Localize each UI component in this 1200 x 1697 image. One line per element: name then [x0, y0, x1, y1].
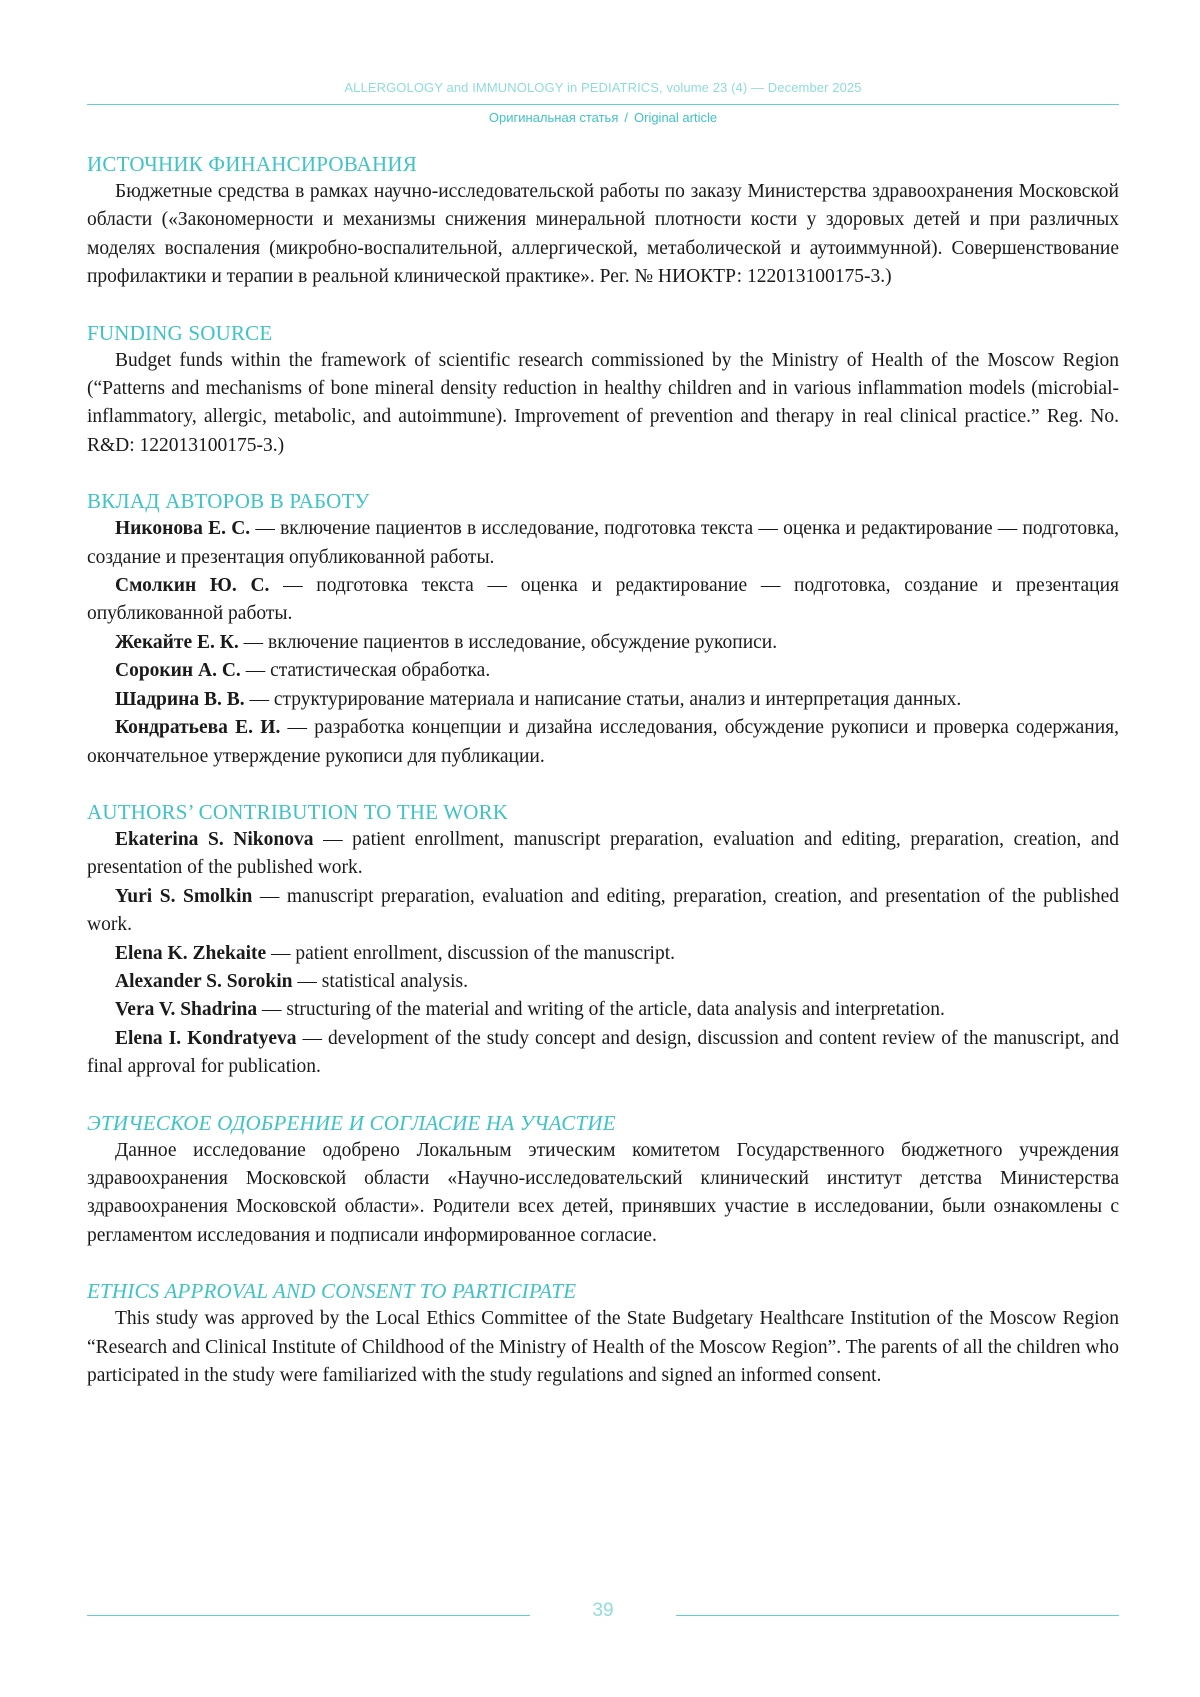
contribution-text: — включение пациентов в исследование, подготовка текста — оценка и редактирование — подготовка, создание и презентация опубликованной работы.	[87, 518, 1119, 568]
section-funding-en	[87, 319, 1119, 461]
author-name: Elena I. Kondratyeva	[115, 1027, 297, 1049]
contribution-text: — включение пациентов в исследование, обсуждение рукописи.	[238, 631, 778, 653]
header-divider	[87, 104, 1119, 105]
section-paragraph: Данное исследование одобрено Локальным этическим комитетом Государственного бюджетного учреждения здравоохранения Московской области «Научно-исследовательский клинический институт детства Министерства здравоохранения Московской области». Родители всех детей, принявших участие в исследовании, были ознакомлены с регламентом исследования и подписали информированное согласие.	[87, 1139, 1119, 1246]
section-paragraph: This study was approved by the Local Ethics Committee of the State Budgetary Healthcare Institution of the Moscow Region “Research and Clinical Institute of Childhood of the Ministry of Health of the Moscow Region”. The parents of all the children who participated in the study were familiarized with the study regulations and signed an informed consent.	[87, 1308, 1119, 1386]
footer-divider-right	[676, 1615, 1119, 1616]
section-heading: ВКЛАД АВТОРОВ В РАБОТУ	[87, 489, 370, 514]
article-type-en: Original article	[634, 110, 718, 125]
article-body	[87, 150, 1119, 1417]
contribution-item	[87, 826, 1119, 883]
contribution-item	[87, 629, 1119, 657]
contribution-item	[87, 968, 1119, 996]
author-name: Сорокин А. С.	[115, 660, 241, 682]
contribution-text: — статистическая обработка.	[240, 660, 491, 682]
contribution-text: — структурирование материала и написание статьи, анализ и интерпретация данных.	[244, 688, 962, 710]
section-heading: AUTHORS’ CONTRIBUTION TO THE WORK	[87, 799, 509, 824]
contribution-item	[87, 515, 1119, 572]
author-name: Elena K. Zhekaite	[115, 942, 267, 964]
article-type-separator: /	[624, 110, 628, 125]
running-head: ALLERGOLOGY and IMMUNOLOGY in PEDIATRICS, volume 23 (4) — December 2025	[344, 80, 862, 95]
section-heading: ИСТОЧНИК ФИНАНСИРОВАНИЯ	[87, 152, 417, 176]
contribution-text: — development of the study concept and design, discussion and content review of the manuscript, and final approval for publication.	[87, 1027, 1119, 1078]
page-number: 39	[592, 1600, 614, 1621]
section-heading: FUNDING SOURCE	[87, 320, 273, 345]
contribution-text: — structuring of the material and writing of the article, data analysis and interpretation.	[257, 999, 945, 1021]
contribution-item	[87, 1025, 1119, 1082]
article-type-ru: Оригинальная статья	[488, 110, 619, 125]
contribution-text: — manuscript preparation, evaluation and editing, preparation, creation, and presentation of the published work.	[87, 885, 1119, 936]
author-name: Смолкин Ю. С.	[115, 575, 270, 597]
author-name: Кондратьева Е. И.	[115, 717, 281, 739]
section-contributions-ru	[87, 487, 1119, 771]
contribution-text: — подготовка текста — оценка и редактирование — подготовка, создание и презентация опубликованной работы.	[87, 575, 1119, 625]
contribution-text: — разработка концепции и дизайна исследования, обсуждение рукописи и проверка содержания, окончательное утверждение рукописи для публикации.	[87, 717, 1119, 767]
section-heading: ЭТИЧЕСКОЕ ОДОБРЕНИЕ И СОГЛАСИЕ НА УЧАСТИЕ	[87, 1110, 616, 1135]
contribution-item	[87, 883, 1119, 940]
section-ethics-en	[87, 1277, 1119, 1390]
contribution-item	[87, 657, 1119, 685]
contribution-item	[87, 686, 1119, 714]
section-contributions-en	[87, 798, 1119, 1082]
author-name: Alexander S. Sorokin	[115, 970, 293, 992]
article-type	[87, 110, 1119, 125]
contribution-item	[87, 714, 1119, 771]
section-funding-ru	[87, 150, 1119, 292]
contribution-text: — patient enrollment, discussion of the manuscript.	[266, 942, 676, 964]
author-name: Vera V. Shadrina	[115, 999, 258, 1021]
contribution-item	[87, 996, 1119, 1024]
contribution-item	[87, 940, 1119, 968]
contribution-text: — statistical analysis.	[292, 970, 469, 992]
author-name: Никонова Е. С.	[115, 518, 251, 540]
section-ethics-ru	[87, 1109, 1119, 1251]
contribution-item	[87, 572, 1119, 629]
author-name: Жекайте Е. К.	[115, 631, 239, 653]
section-paragraph: Budget funds within the framework of scientific research commissioned by the Ministry of Health of the Moscow Region (“Patterns and mechanisms of bone mineral density reduction in healthy children and in various inflammation models (microbial-inflammatory, allergic, metabolic, and autoimmune). Improvement of prevention and therapy in real clinical practice.” Reg. No. R&D: 122013100175-3.)	[87, 349, 1119, 456]
author-name: Yuri S. Smolkin	[115, 885, 253, 907]
section-heading: ETHICS APPROVAL AND CONSENT TO PARTICIPATE	[87, 1279, 577, 1304]
author-name: Шадрина В. В.	[115, 688, 245, 710]
section-paragraph: Бюджетные средства в рамках научно-исследовательской работы по заказу Министерства здравоохранения Московской области («Закономерности и механизмы снижения минеральной плотности кости у здоровых детей и при различных моделях воспаления (микробно-воспалительной, аллергической, метаболической и аутоиммунной). Совершенствование профилактики и терапии в реальной клинической практике». Рег. № НИОКТР: 122013100175-3.)	[87, 181, 1119, 288]
contribution-text: — patient enrollment, manuscript preparation, evaluation and editing, preparation, creation, and presentation of the published work.	[87, 828, 1120, 879]
footer-divider-left	[87, 1615, 530, 1616]
author-name: Ekaterina S. Nikonova	[115, 828, 314, 850]
